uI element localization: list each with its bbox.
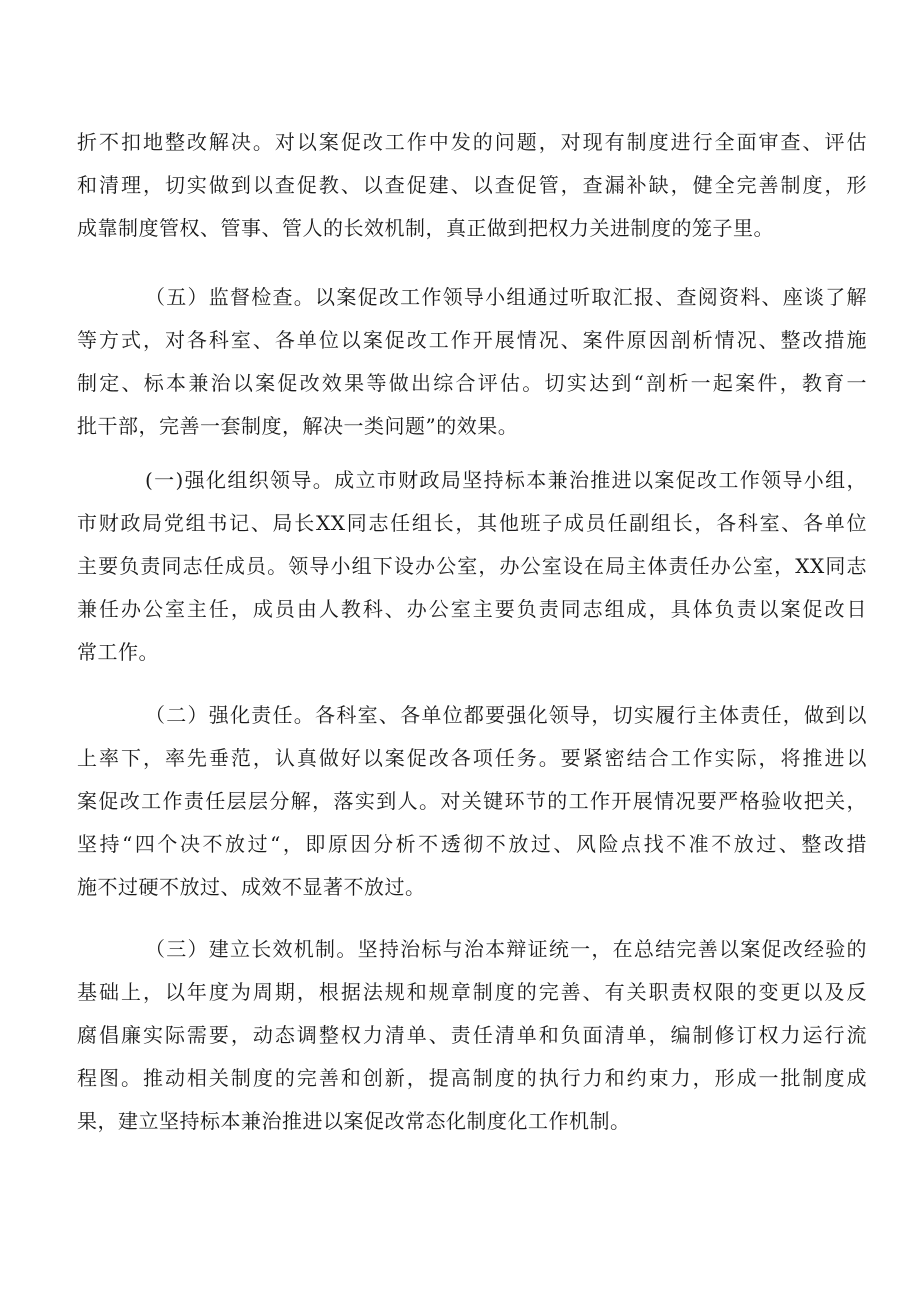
text-line: 果，建立坚持标本兼治推进以案促改常态化制度化工作机制。	[77, 1109, 631, 1133]
text-line: 上率下，率先垂范，认真做好以案促改各项任务。要紧密结合工作实际，将推进以	[77, 746, 867, 770]
text-line: 等方式，对各科室、各单位以案促改工作开展情况、案件原因剖析情况、整改措施	[77, 328, 867, 352]
text-line: 和清理，切实做到以查促教、以查促建、以查促管，查漏补缺，健全完善制度，形	[77, 173, 867, 197]
text-line: （五）监督检查。以案促改工作领导小组通过听取汇报、查阅资料、座谈了解	[145, 285, 867, 309]
text-line: (一)强化组织领导。成立市财政局坚持标本兼治推进以案促改工作领导小组，	[145, 468, 867, 492]
text-line: 批干部，完善一套制度，解决一类问题”的效果。	[77, 414, 519, 438]
text-line: 案促改工作责任层层分解，落实到人。对关键环节的工作开展情况要严格验收把关，	[77, 789, 867, 813]
text-line: 施不过硬不放过、成效不显著不放过。	[77, 875, 426, 899]
text-line: 成靠制度管权、管事、管人的长效机制，真正做到把权力关进制度的笼子里。	[77, 216, 774, 240]
text-line: （二）强化责任。各科室、各单位都要强化领导，切实履行主体责任，做到以	[145, 703, 867, 727]
text-line: 基础上，以年度为周期，根据法规和规章制度的完善、有关职责权限的变更以及反	[77, 980, 867, 1004]
text-line: 制定、标本兼治以案促改效果等做出综合评估。切实达到“剖析一起案件，教育一	[77, 371, 867, 395]
text-line: 市财政局党组书记、局长XX同志任组长，其他班子成员任副组长，各科室、各单位	[77, 511, 867, 535]
text-line: 程图。推动相关制度的完善和创新，提高制度的执行力和约束力，形成一批制度成	[77, 1066, 867, 1090]
text-line: （三）建立长效机制。坚持治标与治本辩证统一，在总结完善以案促改经验的	[145, 937, 867, 961]
text-line: 兼任办公室主任，成员由人教科、办公室主要负责同志组成，具体负责以案促改日	[77, 597, 867, 621]
text-line: 腐倡廉实际需要，动态调整权力清单、责任清单和负面清单，编制修订权力运行流	[77, 1023, 867, 1047]
text-line: 折不扣地整改解决。对以案促改工作中发的问题，对现有制度进行全面审查、评估	[77, 130, 867, 154]
text-line: 坚持“四个决不放过“，即原因分析不透彻不放过、风险点找不准不放过、整改措	[77, 832, 867, 856]
text-line: 常工作。	[77, 640, 159, 664]
text-line: 主要负责同志任成员。领导小组下设办公室，办公室设在局主体责任办公室，XX同志	[77, 554, 867, 578]
